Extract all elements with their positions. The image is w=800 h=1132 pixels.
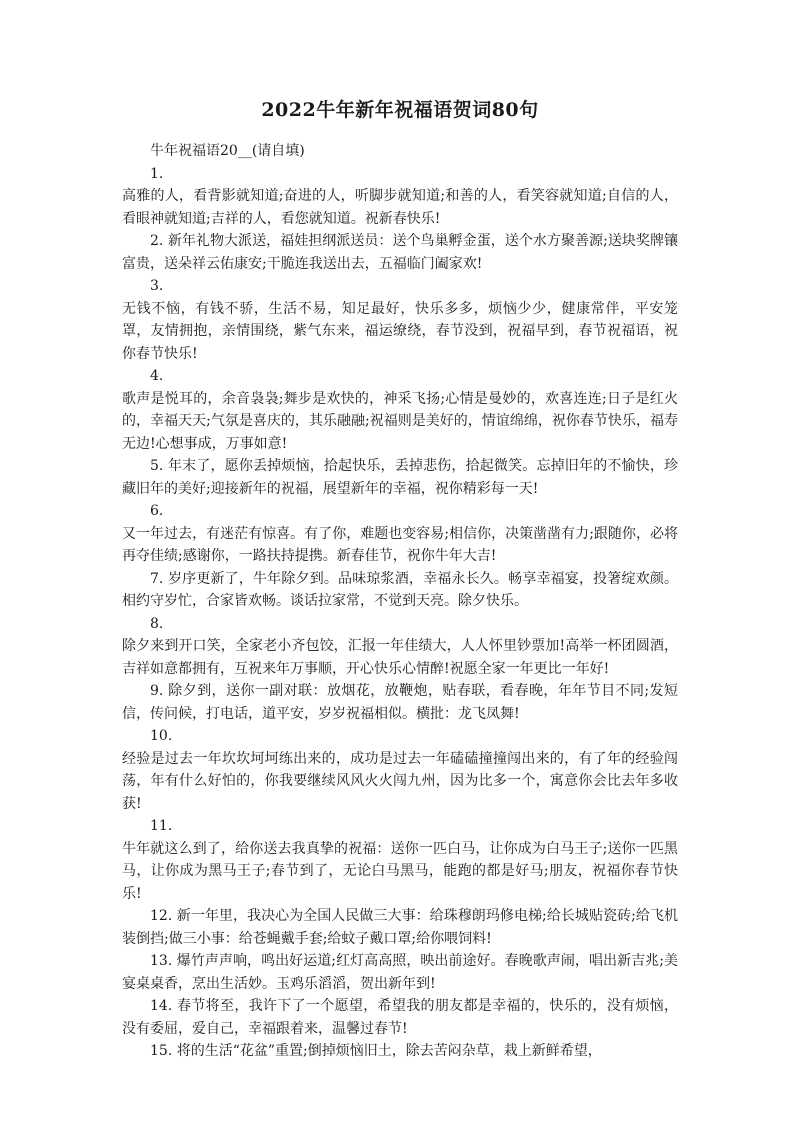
item-text: 除夕来到开口笑，全家老小齐包饺，汇报一年佳绩大，人人怀里钞票加!高举一杯团圆酒，吉祥如意都拥有，互祝来年万事顺，开心快乐心情醉!祝愿全家一年更比一年好! — [122, 638, 678, 677]
item-number: 4. — [150, 368, 164, 384]
item-text: 9. 除夕到，送你一副对联：放烟花，放鞭炮，贴春联，看春晚，年年节目不同;发短信，传问候，打电话，道平安，岁岁祝福相似。横批：龙飞凤舞! — [122, 683, 678, 722]
item-number: 8. — [150, 615, 164, 632]
item-number: 1. — [150, 165, 164, 182]
item-text: 又一年过去，有迷茫有惊喜。有了你，难题也变容易;相信你，决策凿凿有力;跟随你，必将再夺佳绩;感谢你，一路扶持提携。新春佳节，祝你牛年大吉! — [122, 525, 678, 564]
item-text: 13. 爆竹声声响，鸣出好运道;红灯高高照，映出前途好。春晚歌声闹，唱出新吉兆;美宴桌桌香，烹出生活妙。玉鸡乐滔滔，贺出新年到! — [122, 953, 678, 992]
item-text: 经验是过去一年坎坎坷坷练出来的，成功是过去一年磕磕撞撞闯出来的，有了年的经验闯荡，年有什么好怕的，你我要继续风风火火闯九州，因为比多一个，寓意你会比去年多收获! — [122, 750, 678, 812]
item-text: 5. 年末了，愿你丢掉烦恼，拾起快乐，丢掉悲伤，拾起微笑。忘掉旧年的不愉快，珍藏旧年的美好;迎接新年的祝福，展望新年的幸福，祝你精彩每一天! — [122, 458, 678, 497]
item-text: 高雅的人，看背影就知道;奋进的人，听脚步就知道;和善的人，看笑容就知道;自信的人，看眼神就知道;吉祥的人，看您就知道。祝新春快乐! — [122, 188, 678, 227]
item-text: 牛年就这么到了，给你送去我真挚的祝福：送你一匹白马，让你成为白马王子;送你一匹黑马，让你成为黑马王子;春节到了，无论白马黑马，能跑的都是好马;朋友，祝福你春节快乐! — [122, 840, 678, 902]
item-number: 3. — [150, 278, 164, 294]
document-title: 2022牛年新年祝福语贺词80句 — [261, 99, 539, 121]
item-number: 11. — [150, 818, 173, 834]
document-subtitle: 牛年祝福语20__(请自填) — [150, 143, 305, 159]
item-text: 15. 将的生活“花盆”重置;倒掉烦恼旧土，除去苦闷杂草，栽上新鲜希望， — [150, 1043, 602, 1059]
document-page — [122, 96, 678, 1063]
item-text: 歌声是悦耳的，余音袅袅;舞步是欢快的，神采飞扬;心情是曼妙的，欢喜连连;日子是红火的，幸福天天;气氛是喜庆的，其乐融融;祝福则是美好的，情谊绵绵，祝你春节快乐，福寿无边!心想事成，万事如意! — [122, 390, 678, 452]
item-text: 7. 岁序更新了，牛年除夕到。品味琼浆酒，幸福永长久。畅享幸福宴，投箸绽欢颜。相约守岁忙，合家皆欢畅。谈话拉家常，不觉到天亮。除夕快乐。 — [122, 570, 678, 609]
item-number: 6. — [150, 503, 164, 519]
item-text: 12. 新一年里，我决心为全国人民做三大事：给珠穆朗玛修电梯;给长城贴瓷砖;给飞机装倒挡;做三小事：给苍蝇戴手套;给蚊子戴口罩;给你喂饲料! — [122, 908, 678, 947]
item-number: 10. — [150, 728, 173, 744]
item-text: 无钱不恼，有钱不骄，生活不易，知足最好，快乐多多，烦恼少少，健康常伴，平安笼罩，友情拥抱，亲情围绕，紫气东来，福运缭绕，春节没到，祝福早到，春节祝福语，祝你春节快乐! — [122, 300, 678, 362]
item-text: 14. 春节将至，我许下了一个愿望，希望我的朋友都是幸福的，快乐的，没有烦恼，没有委屈，爱自己，幸福跟着来，温馨过春节! — [122, 998, 678, 1037]
item-text: 2. 新年礼物大派送，福娃担纲派送员：送个鸟巢孵金蛋，送个水方聚善源;送块奖牌镶富贵，送朵祥云佑康安;干脆连我送出去，五福临门阖家欢! — [122, 233, 678, 272]
